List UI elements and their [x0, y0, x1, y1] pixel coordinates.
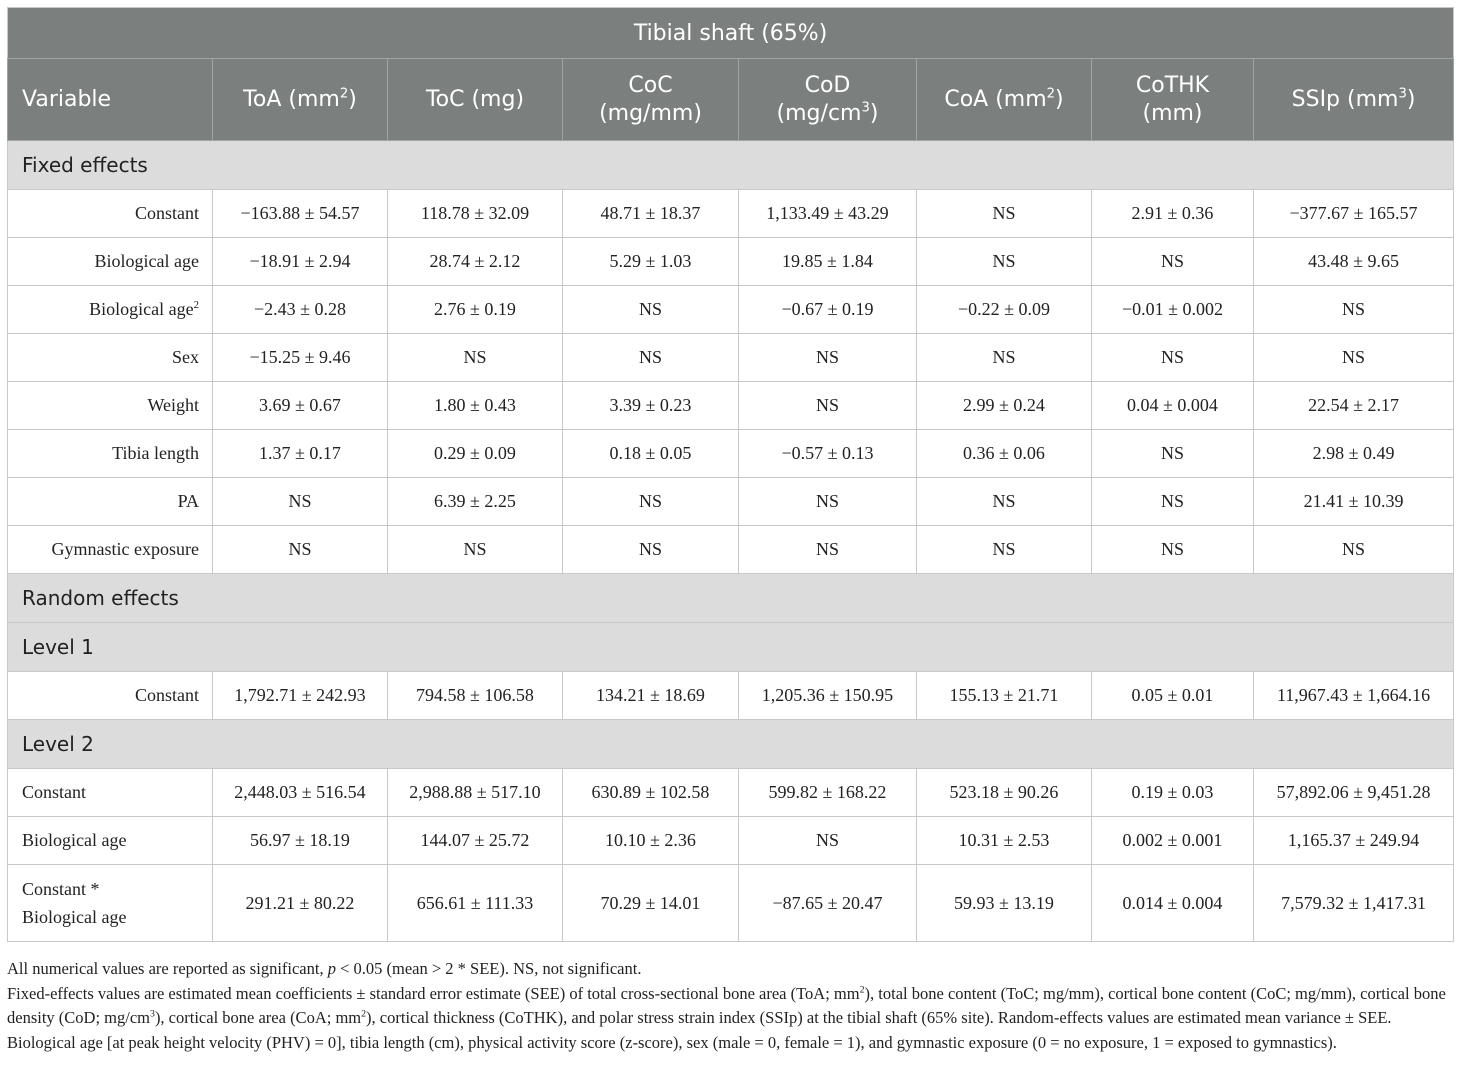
table-body	[8, 141, 1454, 942]
header-toa: ToA $(mm^2)$	[213, 59, 388, 141]
table-cell: 630.89 ± 102.58	[563, 769, 739, 817]
table-cell: 144.07 ± 25.72	[388, 817, 563, 865]
table-cell: NS	[1254, 286, 1454, 334]
table-cell: NS	[1092, 238, 1254, 286]
table-cell: −0.01 ± 0.002	[1092, 286, 1254, 334]
row-label: PA	[8, 478, 213, 526]
table-cell: −87.65 ± 20.47	[739, 865, 917, 942]
table-row	[8, 382, 1454, 430]
table-cell: 2,988.88 ± 517.10	[388, 769, 563, 817]
table-cell: 57,892.06 ± 9,451.28	[1254, 769, 1454, 817]
section-random-effects: Random effects	[8, 574, 1454, 623]
table-cell: 6.39 ± 2.25	[388, 478, 563, 526]
table-title: Tibial shaft (65%)	[8, 8, 1454, 59]
table-cell: 70.29 ± 14.01	[563, 865, 739, 942]
table-row	[8, 238, 1454, 286]
section-row-level2	[8, 720, 1454, 769]
table-cell: 0.002 ± 0.001	[1092, 817, 1254, 865]
table-cell: 10.31 ± 2.53	[917, 817, 1092, 865]
table-row	[8, 672, 1454, 720]
table-cell: 656.61 ± 111.33	[388, 865, 563, 942]
table-cell: NS	[917, 478, 1092, 526]
footnote-line-1: All numerical values are reported as significant, p < 0.05 (mean > 2 * SEE). NS, not significant.	[7, 959, 642, 978]
section-level-2: Level 2	[8, 720, 1454, 769]
row-label: Biological age	[8, 817, 213, 865]
table-cell: 59.93 ± 13.19	[917, 865, 1092, 942]
results-table-container	[7, 7, 1453, 942]
table-cell: 1,205.36 ± 150.95	[739, 672, 917, 720]
header-cod: CoD $(mg/cm^3)$	[739, 59, 917, 141]
table-footnote	[7, 957, 1453, 1055]
table-cell: 3.39 ± 0.23	[563, 382, 739, 430]
table-row	[8, 817, 1454, 865]
table-cell: 2.76 ± 0.19	[388, 286, 563, 334]
section-row-fixed	[8, 141, 1454, 190]
table-cell: 794.58 ± 106.58	[388, 672, 563, 720]
table-cell: NS	[388, 526, 563, 574]
table-cell: 1,165.37 ± 249.94	[1254, 817, 1454, 865]
section-fixed-effects: Fixed effects	[8, 141, 1454, 190]
table-cell: NS	[563, 334, 739, 382]
table-cell: 291.21 ± 80.22	[213, 865, 388, 942]
table-cell: NS	[1092, 430, 1254, 478]
table-cell: 1,133.49 ± 43.29	[739, 190, 917, 238]
row-label: Constant	[8, 672, 213, 720]
table-cell: NS	[739, 382, 917, 430]
table-cell: 0.014 ± 0.004	[1092, 865, 1254, 942]
table-row	[8, 430, 1454, 478]
header-toc: ToC (mg)	[388, 59, 563, 141]
table-row	[8, 865, 1454, 942]
table-cell: 2.99 ± 0.24	[917, 382, 1092, 430]
table-cell: NS	[739, 334, 917, 382]
table-cell: 7,579.32 ± 1,417.31	[1254, 865, 1454, 942]
table-cell: 0.05 ± 0.01	[1092, 672, 1254, 720]
table-cell: 523.18 ± 90.26	[917, 769, 1092, 817]
table-cell: 0.36 ± 0.06	[917, 430, 1092, 478]
table-cell: 2.98 ± 0.49	[1254, 430, 1454, 478]
table-cell: 1,792.71 ± 242.93	[213, 672, 388, 720]
table-cell: 3.69 ± 0.67	[213, 382, 388, 430]
table-cell: 2,448.03 ± 516.54	[213, 769, 388, 817]
table-cell: 21.41 ± 10.39	[1254, 478, 1454, 526]
table-cell: NS	[917, 334, 1092, 382]
table-cell: −163.88 ± 54.57	[213, 190, 388, 238]
table-cell: NS	[388, 334, 563, 382]
table-cell: NS	[739, 478, 917, 526]
table-cell: 134.21 ± 18.69	[563, 672, 739, 720]
table-cell: 1.37 ± 0.17	[213, 430, 388, 478]
header-coa: CoA $(mm^2)$	[917, 59, 1092, 141]
table-cell: 0.29 ± 0.09	[388, 430, 563, 478]
table-cell: 0.19 ± 0.03	[1092, 769, 1254, 817]
table-cell: 56.97 ± 18.19	[213, 817, 388, 865]
table-cell: 19.85 ± 1.84	[739, 238, 917, 286]
table-cell: NS	[1092, 526, 1254, 574]
table-cell: NS	[563, 286, 739, 334]
table-cell: 0.04 ± 0.004	[1092, 382, 1254, 430]
table-cell: −377.67 ± 165.57	[1254, 190, 1454, 238]
table-cell: NS	[1254, 334, 1454, 382]
table-cell: 43.48 ± 9.65	[1254, 238, 1454, 286]
header-ssip: SSIp $(mm^3)$	[1254, 59, 1454, 141]
table-cell: 599.82 ± 168.22	[739, 769, 917, 817]
header-coc: CoC (mg/mm)	[563, 59, 739, 141]
results-table	[7, 7, 1454, 942]
table-cell: NS	[739, 526, 917, 574]
table-cell: 11,967.43 ± 1,664.16	[1254, 672, 1454, 720]
table-cell: 0.18 ± 0.05	[563, 430, 739, 478]
table-cell: 155.13 ± 21.71	[917, 672, 1092, 720]
table-row	[8, 526, 1454, 574]
table-title-row	[8, 8, 1454, 59]
table-row	[8, 334, 1454, 382]
footnote-line-2: Fixed-effects values are estimated mean coefficients ± standard error estimate (SEE) of total cross-sectional bone area (ToA; $mm^2$), total bone content (ToC; mg/mm), cortical bone content (CoC; mg/mm), cortical bone density (CoD; $mg/cm^3$), cortical bone area (CoA; $mm^2$), cortical thickness (CoTHK), and polar stress strain index (SSIp) at the tibial shaft (65% site). Random-effects values are estimated mean variance ± SEE. Biological age [at peak height velocity (PHV) = 0], tibia length (cm), physical activity score (z-score), sex (male = 0, female = 1), and gymnastic exposure (0 = no exposure, 1 = exposed to gymnastics).	[7, 983, 1446, 1052]
table-cell: −18.91 ± 2.94	[213, 238, 388, 286]
row-label: Biological age$^2$	[8, 286, 213, 334]
table-cell: 5.29 ± 1.03	[563, 238, 739, 286]
table-cell: −15.25 ± 9.46	[213, 334, 388, 382]
header-row	[8, 59, 1454, 141]
table-cell: 28.74 ± 2.12	[388, 238, 563, 286]
table-cell: 118.78 ± 32.09	[388, 190, 563, 238]
table-row	[8, 286, 1454, 334]
table-cell: 2.91 ± 0.36	[1092, 190, 1254, 238]
table-cell: NS	[213, 478, 388, 526]
row-label: Sex	[8, 334, 213, 382]
table-cell: NS	[1092, 334, 1254, 382]
table-cell: NS	[917, 238, 1092, 286]
table-row	[8, 769, 1454, 817]
row-label: Constant * Biological age	[8, 865, 213, 942]
table-cell: 10.10 ± 2.36	[563, 817, 739, 865]
row-label: Gymnastic exposure	[8, 526, 213, 574]
table-cell: 48.71 ± 18.37	[563, 190, 739, 238]
table-cell: NS	[563, 526, 739, 574]
table-cell: NS	[1254, 526, 1454, 574]
header-cothk: CoTHK (mm)	[1092, 59, 1254, 141]
table-cell: NS	[213, 526, 388, 574]
row-label: Weight	[8, 382, 213, 430]
row-label: Biological age	[8, 238, 213, 286]
table-cell: −0.67 ± 0.19	[739, 286, 917, 334]
header-variable: Variable	[8, 59, 213, 141]
table-cell: NS	[1092, 478, 1254, 526]
table-cell: 22.54 ± 2.17	[1254, 382, 1454, 430]
table-row	[8, 478, 1454, 526]
section-row-level1	[8, 623, 1454, 672]
table-cell: NS	[739, 817, 917, 865]
section-row-random	[8, 574, 1454, 623]
table-cell: −2.43 ± 0.28	[213, 286, 388, 334]
row-label: Constant	[8, 190, 213, 238]
row-label: Tibia length	[8, 430, 213, 478]
section-level-1: Level 1	[8, 623, 1454, 672]
table-cell: NS	[917, 526, 1092, 574]
table-cell: NS	[917, 190, 1092, 238]
table-row	[8, 190, 1454, 238]
table-cell: −0.22 ± 0.09	[917, 286, 1092, 334]
table-cell: −0.57 ± 0.13	[739, 430, 917, 478]
table-cell: NS	[563, 478, 739, 526]
table-cell: 1.80 ± 0.43	[388, 382, 563, 430]
row-label: Constant	[8, 769, 213, 817]
